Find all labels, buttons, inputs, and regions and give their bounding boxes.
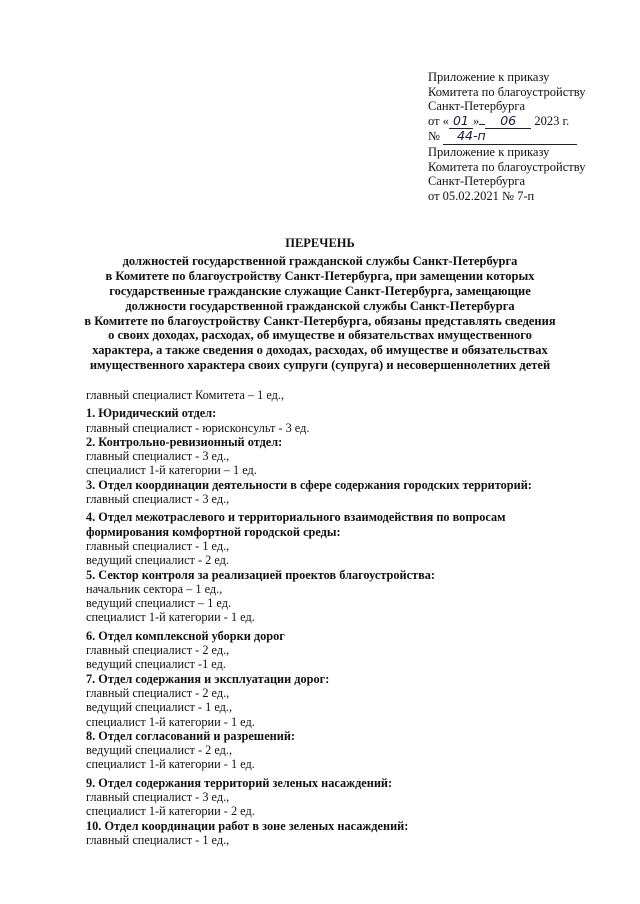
document-title <box>40 236 600 373</box>
handwritten-month: 06 <box>485 114 531 130</box>
section-item: главный специалист - юрисконсульт - 3 ед. <box>86 420 310 435</box>
section-title: 1. Юридический отдел: <box>86 406 217 421</box>
title-line: государственные гражданские служащие Санкт-Петербурга, замещающие <box>109 283 531 298</box>
section-item: главный специалист - 3 ед., <box>86 790 230 805</box>
title-heading: ПЕРЕЧЕНЬ <box>285 236 355 250</box>
section-item: специалист 1-й категории - 1 ед. <box>86 610 255 625</box>
section-item: главный специалист - 2 ед., <box>86 643 230 658</box>
title-line: характера, а также сведения о доходах, расходах, об имуществе и обязательствах <box>92 343 548 358</box>
section-item: главный специалист - 1 ед., <box>86 538 230 553</box>
title-line: в Комитете по благоустройству Санкт-Петербурга, при замещении которых <box>105 268 535 283</box>
section-item: главный специалист - 2 ед., <box>86 685 230 700</box>
section-item: специалист 1-й категории - 1 ед. <box>86 757 255 772</box>
section-item: ведущий специалист - 2 ед., <box>86 743 233 758</box>
section-title: 7. Отдел содержания и эксплуатации дорог: <box>86 671 330 686</box>
appendix-block <box>428 70 628 203</box>
section-item: начальник сектора – 1 ед., <box>86 581 223 596</box>
title-line: в Комитете по благоустройству Санкт-Петербурга, обязаны представлять сведения <box>84 313 556 328</box>
appendix-line: от 05.02.2021 № 7-п <box>428 188 535 203</box>
intro-line: главный специалист Комитета – 1 ед., <box>86 388 285 402</box>
date-mid: » <box>472 113 480 128</box>
section-item: специалист 1-й категории - 1 ед. <box>86 714 255 729</box>
section-item: ведущий специалист - 1 ед., <box>86 700 233 715</box>
section-title-cont: формирования комфортной городской среды: <box>86 524 341 539</box>
section-title: 5. Сектор контроля за реализацией проектов благоустройства: <box>86 567 435 582</box>
section-title: 10. Отдел координации работ в зоне зеленых насаждений: <box>86 818 409 833</box>
title-line: должностей государственной гражданской службы Санкт-Петербурга <box>122 253 518 268</box>
appendix-line: Приложение к приказу <box>428 144 550 159</box>
handwritten-number: 44-п <box>443 129 577 145</box>
section-item: главный специалист - 3 ед., <box>86 449 230 464</box>
section-title: 4. Отдел межотраслевого и территориального взаимодействия по вопросам <box>86 510 506 525</box>
section-item: специалист 1-й категории - 2 ед. <box>86 804 255 819</box>
section-title: 8. Отдел согласований и разрешений: <box>86 728 295 743</box>
title-line: о своих доходах, расходах, об имуществе и обязательствах имущественного <box>108 328 532 343</box>
section-title: 2. Контрольно-ревизионный отдел: <box>86 434 283 449</box>
number-prefix: № <box>428 129 440 144</box>
section-item: главный специалист - 1 ед., <box>86 832 230 847</box>
section-item: ведущий специалист -1 ед. <box>86 657 226 672</box>
appendix-line: Санкт-Петербурга <box>428 99 526 114</box>
date-prefix: от « <box>428 113 449 128</box>
title-line: имущественного характера своих супруги (супруга) и несовершеннолетних детей <box>89 358 551 373</box>
appendix-line: Санкт-Петербурга <box>428 174 526 189</box>
title-line: должности государственной гражданской службы Санкт-Петербурга <box>125 298 515 313</box>
section-title: 3. Отдел координации деятельности в сфере содержания городских территорий: <box>86 477 532 492</box>
appendix-line: Приложение к приказу <box>428 70 550 84</box>
appendix-line: Комитета по благоустройству <box>428 84 586 99</box>
handwritten-day: 01 <box>449 114 473 130</box>
appendix-number-line <box>428 129 628 145</box>
appendix-line: Комитета по благоустройству <box>428 159 586 174</box>
section-item: специалист 1-й категории – 1 ед. <box>86 463 257 478</box>
section-item: главный специалист - 3 ед., <box>86 492 230 507</box>
date-year: 2023 г. <box>534 113 570 128</box>
section-item: ведущий специалист – 1 ед. <box>86 596 232 611</box>
section-title: 9. Отдел содержания территорий зеленых насаждений: <box>86 775 393 790</box>
appendix-date-line <box>428 114 628 130</box>
positions-list <box>86 388 606 847</box>
section-item: ведущий специалист - 2 ед. <box>86 553 230 568</box>
section-title: 6. Отдел комплексной уборки дорог <box>86 628 285 643</box>
